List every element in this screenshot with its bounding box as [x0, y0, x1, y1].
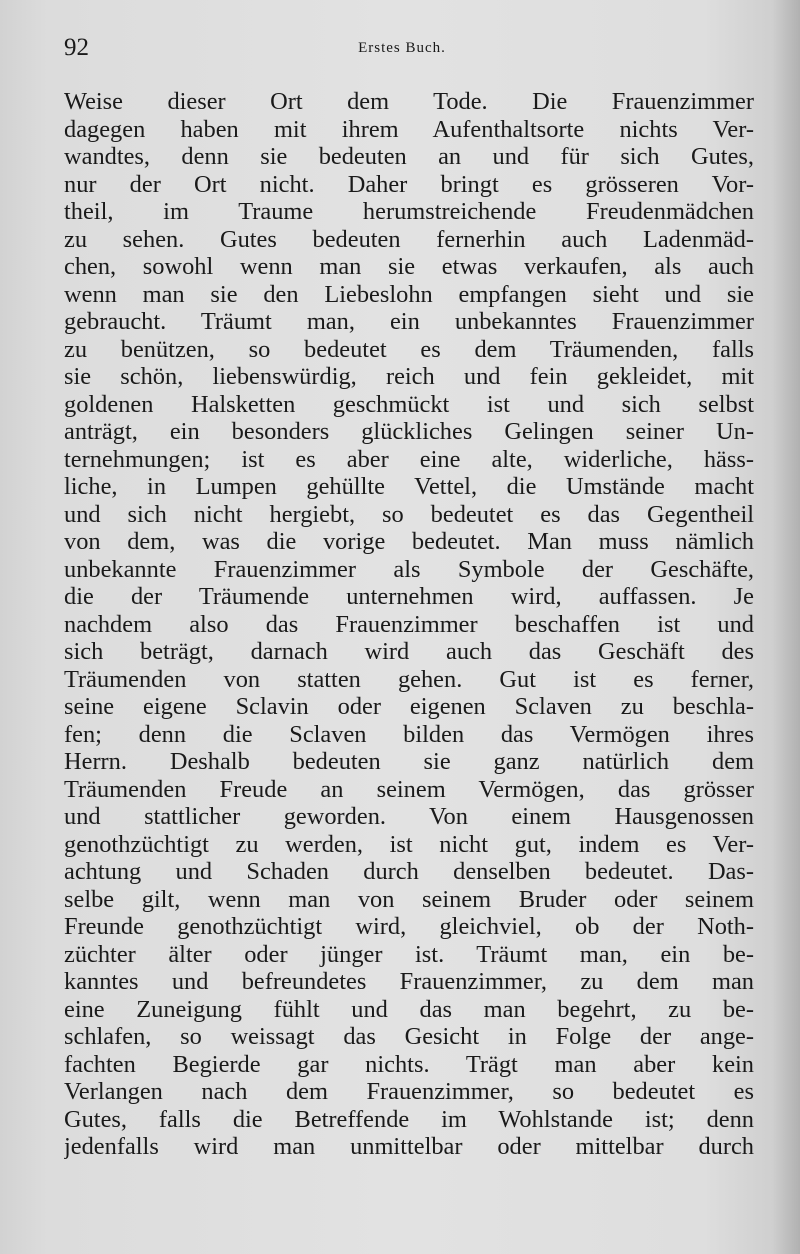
running-head	[64, 33, 740, 63]
text-line: anträgt, ein besonders glückliches Gelingen seiner Un-	[64, 418, 754, 445]
text-line: schlafen, so weissagt das Gesicht in Folge der ange-	[64, 1023, 754, 1050]
text-line: fachten Begierde gar nichts. Trägt man aber kein	[64, 1050, 754, 1078]
text-line: Weise dieser Ort dem Tode. Die Frauenzimmer	[64, 88, 754, 115]
text-line: Verlangen nach dem Frauenzimmer, so bedeutet es	[64, 1078, 754, 1105]
text-line: Freunde genothzüchtigt wird, gleichviel, ob der Noth-	[64, 913, 754, 940]
text-line: Träumenden von statten gehen. Gut ist es ferner,	[64, 665, 754, 693]
text-line: zu benützen, so bedeutet es dem Träumenden, falls	[64, 335, 754, 363]
text-line: und stattlicher geworden. Von einem Hausgenossen	[64, 803, 754, 830]
text-line: jedenfalls wird man unmittelbar oder mittelbar durch	[64, 1133, 754, 1160]
text-line: nur der Ort nicht. Daher bringt es grösseren Vor-	[64, 170, 754, 198]
text-line: wenn man sie den Liebeslohn empfangen sieht und sie	[64, 280, 754, 308]
text-line: sich beträgt, darnach wird auch das Geschäft des	[64, 638, 754, 665]
text-line: dagegen haben mit ihrem Aufenthaltsorte nichts Ver-	[64, 115, 754, 143]
text-line: liche, in Lumpen gehüllte Vettel, die Umstände macht	[64, 473, 754, 500]
text-line: Herrn. Deshalb bedeuten sie ganz natürlich dem	[64, 748, 754, 775]
text-line: und sich nicht hergiebt, so bedeutet es das Gegentheil	[64, 500, 754, 528]
text-line: kanntes und befreundetes Frauenzimmer, zu dem man	[64, 968, 754, 995]
text-line: theil, im Traume herumstreichende Freudenmädchen	[64, 198, 754, 225]
text-line: unbekannte Frauenzimmer als Symbole der Geschäfte,	[64, 555, 754, 583]
text-line: gebraucht. Träumt man, ein unbekanntes Frauenzimmer	[64, 308, 754, 335]
body-text	[64, 88, 754, 1161]
text-line: eine Zuneigung fühlt und das man begehrt, zu be-	[64, 995, 754, 1023]
text-line: die der Träumende unternehmen wird, auffassen. Je	[64, 583, 754, 610]
text-line: achtung und Schaden durch denselben bedeutet. Das-	[64, 858, 754, 885]
text-line: sie schön, liebenswürdig, reich und fein gekleidet, mit	[64, 363, 754, 390]
text-line: chen, sowohl wenn man sie etwas verkaufen, als auch	[64, 253, 754, 280]
text-line: seine eigene Sclavin oder eigenen Sclaven zu beschla-	[64, 693, 754, 720]
text-line: genothzüchtigt zu werden, ist nicht gut, indem es Ver-	[64, 830, 754, 858]
text-line: fen; denn die Sclaven bilden das Vermögen ihres	[64, 720, 754, 748]
running-title: Erstes Buch.	[358, 40, 446, 56]
text-line: Träumenden Freude an seinem Vermögen, das grösser	[64, 775, 754, 803]
text-line: goldenen Halsketten geschmückt ist und sich selbst	[64, 390, 754, 418]
text-line: ternehmungen; ist es aber eine alte, widerliche, häss-	[64, 445, 754, 473]
text-line: Gutes, falls die Betreffende im Wohlstande ist; denn	[64, 1105, 754, 1133]
text-line: züchter älter oder jünger ist. Träumt man, ein be-	[64, 940, 754, 968]
text-line: zu sehen. Gutes bedeuten fernerhin auch Ladenmäd-	[64, 225, 754, 253]
text-line: von dem, was die vorige bedeutet. Man muss nämlich	[64, 528, 754, 555]
text-line: nachdem also das Frauenzimmer beschaffen ist und	[64, 610, 754, 638]
page-number: 92	[64, 34, 89, 61]
text-line: wandtes, denn sie bedeuten an und für sich Gutes,	[64, 143, 754, 170]
text-line: selbe gilt, wenn man von seinem Bruder oder seinem	[64, 885, 754, 913]
